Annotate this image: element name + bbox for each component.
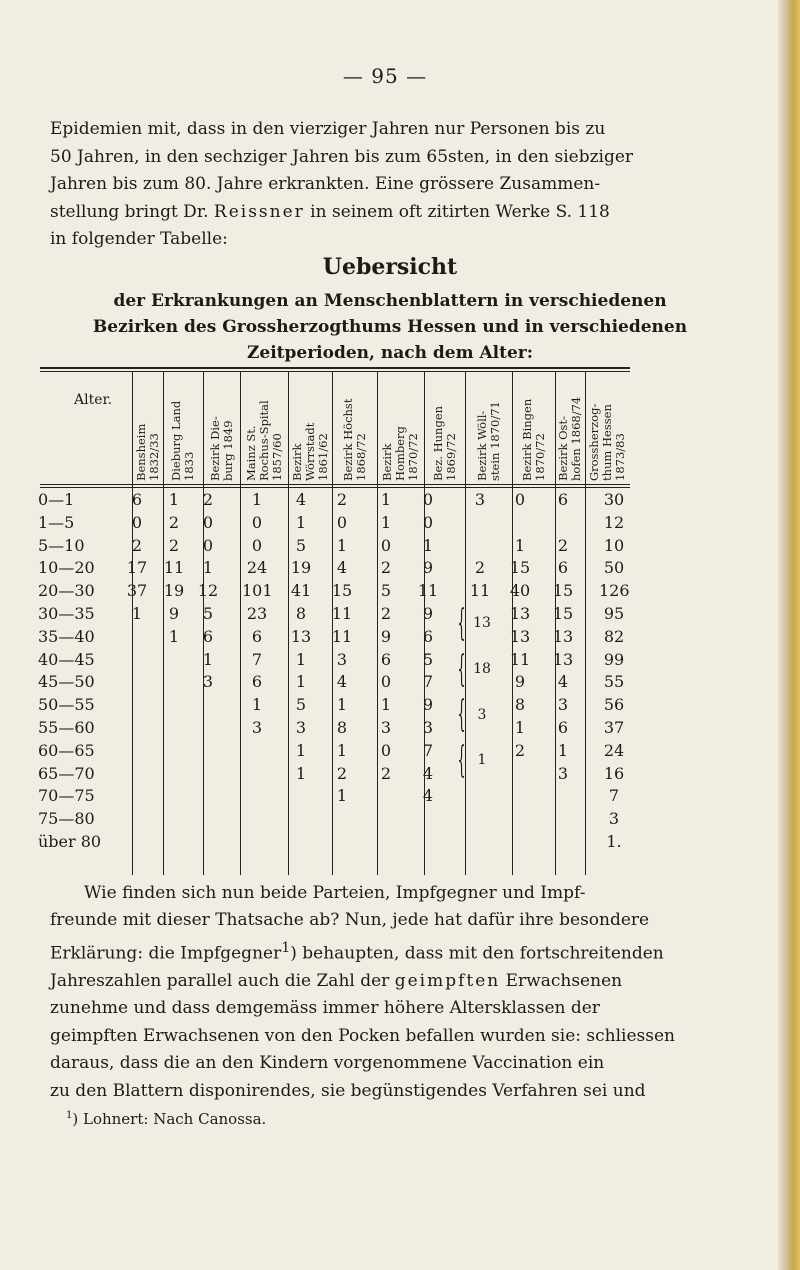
table-cell: 11 [331,604,353,623]
table-cell: 15 [331,581,353,601]
after-paragraph-body [50,907,750,1105]
table-cell: 1 [380,512,392,532]
table-cell: 37 [126,581,148,601]
table-cell: 1 [131,604,143,623]
column-header: Bensheim [133,423,148,481]
table-cell: 6 [202,626,214,646]
table-cell: 2 [514,740,526,760]
table-cell: 56 [603,695,625,715]
table-cell: 11 [469,581,491,601]
table-cell: 1 [380,695,392,715]
column-divider [203,371,204,875]
table-top-rule-thin [40,371,630,372]
column-header: 1833 [182,451,196,481]
column-header: 1870/72 [406,433,420,481]
table-cell: 17 [126,558,148,578]
table-cell: 11 [417,581,439,601]
intro-text: stellung bringt Dr. [50,201,214,222]
age-label: 50—55 [38,695,95,715]
column-header: 1861/62 [315,433,330,481]
table-cell: 3 [557,763,569,783]
age-label: 40—45 [38,649,95,669]
table-cell: 4 [295,490,307,509]
age-label: 45—50 [38,672,95,692]
age-label: 10—20 [38,558,95,578]
column-header: Bezirk Höchst [340,398,355,481]
table-cell: 9 [168,604,180,623]
table-cell: 19 [163,581,185,601]
table-cell: 13 [290,626,312,646]
table-cell: 3 [380,718,392,737]
table-cell: 55 [603,672,625,692]
column-divider [132,371,133,875]
table-cell: 15 [509,558,531,578]
table-cell: 8 [295,604,307,623]
table-cell: 1 [295,649,307,669]
column-header: Rochus-Spital [256,400,271,481]
author-name: Reissner [213,201,305,222]
table-cell: 1 [202,558,214,578]
after-line: freunde mit dieser Thatsache ab? Nun, jede hat dafür ihre besondere [50,910,650,930]
table-cell: 6 [251,672,263,692]
table-cell: 30 [603,490,625,509]
table-cell: 3 [474,490,486,509]
subtitle-line: der Erkrankungen an Menschenblattern in verschiedenen [113,291,667,311]
footnote-ref: 1 [281,939,291,956]
table-cell: 3 [251,718,263,737]
age-label: 0—1 [38,490,75,509]
table-cell: 6 [557,558,569,578]
column-header: Grossherzog- [587,403,601,481]
table-cell: 2 [336,490,348,509]
merge-brace: { [457,603,466,644]
table-cell: 9 [422,604,434,623]
header-bottom-rule-thin [40,487,630,488]
column-header: Bezirk Wöll- [474,410,489,481]
table-cell: 9 [514,672,526,692]
after-text: Erklärung: die Impfgegner [50,943,282,964]
table-cell: 15 [552,581,574,601]
table-cell: 0 [131,512,143,532]
table-cell: 5 [380,581,392,601]
table-cell: 1 [202,649,214,669]
merged-cell: 3 [477,706,487,723]
column-header: Homberg [393,426,407,481]
table-cell: 4 [336,672,348,692]
footnote [66,1110,266,1128]
footnote-text: ) Lohnert: Nach Canossa. [72,1110,267,1128]
table-cell: 1 [380,490,392,509]
table-cell: 4 [422,786,434,806]
table-cell: 3 [202,672,214,692]
table-cell: 2 [131,535,143,555]
table-cell: 5 [422,649,434,669]
table-cell: 3 [557,695,569,715]
table-cell: 95 [603,604,625,623]
after-paragraph [50,880,750,908]
header-bottom-rule [40,484,630,485]
column-header: Bezirk Ost- [556,416,570,481]
table-cell: 1 [514,535,526,555]
table-cell: 13 [552,649,574,669]
table-cell: 1 [336,786,348,806]
table-cell: 1 [295,740,307,760]
merge-brace: { [457,739,466,781]
column-header: 1873/83 [613,433,627,481]
merge-brace: { [457,648,466,690]
table-cell: 5 [295,695,307,715]
intro-line: Epidemien mit, dass in den vierziger Jahren nur Personen bis zu [50,119,606,139]
column-header: 1857/60 [269,433,284,481]
table-cell: 99 [603,649,625,669]
table-cell: 0 [251,535,263,555]
column-header: Bez. Hungen [430,405,445,481]
table-cell: 7 [422,672,434,692]
table-cell: 8 [514,695,526,715]
after-text: Jahreszahlen parallel auch die Zahl der [50,970,395,991]
table-cell: 1 [336,695,348,715]
subtitle-line: Zeitperioden, nach dem Alter: [246,343,534,363]
table-cell: 1 [422,535,434,555]
table-cell: 101 [242,581,273,601]
table-cell: 9 [380,626,392,646]
subtitle-line: Bezirken des Grossherzogthums Hessen und in verschiedenen [92,317,688,337]
table-cell: 0 [336,512,348,532]
table-cell: 3 [295,718,307,737]
column-header: 1868/72 [353,433,368,481]
column-header: thum Hessen [600,404,614,481]
table-cell: 1 [336,740,348,760]
page-edge [778,0,800,1270]
table-cell: 24 [603,740,625,760]
table-cell: 7 [608,786,620,806]
column-header: Mainz St. [243,425,258,481]
emphasis-text: geimpften [394,970,501,991]
age-label: 75—80 [38,809,95,829]
after-line: zunehme und dass demgemäss immer höhere Altersklassen der [50,998,600,1019]
intro-paragraph [50,116,750,254]
table-cell: 6 [557,718,569,737]
table-cell: 0 [380,740,392,760]
table-cell: 50 [603,558,625,578]
after-text: Wie finden sich nun beide Parteien, Impfgegner und Impf- [84,883,586,903]
table-cell: 0 [422,512,434,532]
age-label: über 80 [38,832,102,851]
column-divider [512,371,513,875]
table-cell: 2 [380,763,392,783]
table-cell: 82 [603,626,625,646]
intro-line: 50 Jahren, in den sechziger Jahren bis zum 65sten, in den siebziger [50,146,634,167]
footnote-mark: 1 [66,1110,73,1121]
table-title: Uebersicht [322,254,458,280]
table-cell: 24 [246,558,268,578]
table-cell: 16 [603,763,625,783]
table-cell: 37 [603,718,625,737]
table-top-rule [40,367,630,369]
age-label: 30—35 [38,604,95,623]
table-cell: 8 [336,718,348,737]
after-text: ) behaupten, dass mit den fortschreitenden [290,943,664,964]
merged-cell: 1 [477,752,487,769]
column-header: Bezirk Die- [207,416,222,481]
column-header: Bezirk [289,443,304,481]
table-cell: 126 [599,581,630,601]
table-cell: 0 [422,490,434,509]
intro-line [50,199,750,227]
merge-brace: { [457,694,466,736]
column-header: 1832/33 [146,433,161,481]
table-cell: 1 [168,626,180,646]
merged-cell: 13 [473,615,491,632]
table-cell: 1 [168,490,180,509]
table-cell: 10 [603,535,625,555]
table-subtitle [40,288,740,366]
column-divider [288,371,289,875]
table-cell: 1. [606,832,622,851]
after-line [50,968,750,996]
age-label: 35—40 [38,626,95,646]
age-label: 55—60 [38,718,95,737]
column-header: 1870/72 [532,433,547,481]
table-cell: 2 [202,490,214,509]
column-header: hofen 1868/74 [569,396,583,481]
table-cell: 6 [422,626,434,646]
table-cell: 4 [422,763,434,783]
table-cell: 1 [295,672,307,692]
column-divider [377,371,378,875]
table-cell: 13 [509,626,531,646]
table-cell: 6 [251,626,263,646]
table-cell: 0 [202,535,214,555]
table-cell: 2 [380,558,392,578]
after-line [50,935,750,968]
after-line [50,880,750,908]
table-cell: 40 [509,581,531,601]
table-cell: 19 [290,558,312,578]
age-label: 1—5 [38,512,75,532]
table-cell: 0 [202,512,214,532]
age-label: 60—65 [38,740,95,760]
table-cell: 9 [422,695,434,715]
table-cell: 3 [336,649,348,669]
table-cell: 3 [608,809,620,829]
table-cell: 13 [552,626,574,646]
table-cell: 4 [336,558,348,578]
table-cell: 1 [295,763,307,783]
table-cell: 4 [557,672,569,692]
table-cell: 0 [514,490,526,509]
after-text: Erwachsenen [500,970,623,991]
column-header: burg 1849 [220,420,235,481]
table-cell: 2 [557,535,569,555]
table-cell: 12 [197,581,219,601]
table-cell: 6 [557,490,569,509]
age-label: 70—75 [38,786,95,806]
table-cell: 1 [251,695,263,715]
table-cell: 6 [380,649,392,669]
column-header: 1869/72 [443,433,458,481]
column-header: stein 1870/71 [487,401,502,481]
table-cell: 23 [246,604,268,623]
table-cell: 1 [514,718,526,737]
table-cell: 6 [131,490,143,509]
table-cell: 12 [603,512,625,532]
table-cell: 2 [474,558,486,578]
table-cell: 11 [509,649,531,669]
after-line: daraus, dass die an den Kindern vorgenommene Vaccination ein [50,1053,605,1074]
after-line: zu den Blattern disponirendes, sie begünstigendes Verfahren sei und [50,1080,646,1101]
table-cell: 11 [331,626,353,646]
column-header: Bezirk Bingen [519,398,534,481]
table-cell: 2 [168,535,180,555]
table-cell: 2 [380,604,392,623]
table-cell: 3 [422,718,434,737]
after-line: geimpften Erwachsenen von den Pocken befallen wurden sie: schliessen [50,1025,675,1046]
table-cell: 13 [509,604,531,623]
table-cell: 5 [295,535,307,555]
table-cell: 5 [202,604,214,623]
table-cell: 0 [380,672,392,692]
table-cell: 1 [336,535,348,555]
column-header: Dieburg Land [169,400,183,481]
intro-line: Jahren bis zum 80. Jahre erkrankten. Eine grössere Zusammen- [50,174,601,194]
age-label: 20—30 [38,581,95,601]
merged-cell: 18 [473,661,491,677]
table-cell: 15 [552,604,574,623]
page-number: — 95 — [342,64,428,88]
column-divider [163,371,164,875]
column-divider [585,371,586,875]
column-divider [240,371,241,875]
table-cell: 2 [168,512,180,532]
age-column-header: Alter. [74,392,113,408]
table-cell: 2 [336,763,348,783]
table-cell: 9 [422,558,434,578]
table-cell: 11 [163,558,185,578]
table-cell: 0 [380,535,392,555]
age-label: 65—70 [38,763,95,783]
table-cell: 1 [557,740,569,760]
table-cell: 1 [295,512,307,532]
intro-text: in seinem oft zitirten Werke S. 118 [304,201,610,222]
table-cell: 41 [290,581,312,601]
table-cell: 7 [251,649,263,669]
table-cell: 1 [251,490,263,509]
column-header: Bezirk [380,443,394,481]
table-cell: 0 [251,512,263,532]
column-header: Wörrstadt [302,422,317,481]
table-cell: 7 [422,740,434,760]
intro-line: in folgender Tabelle: [50,229,228,249]
age-label: 5—10 [38,535,85,555]
